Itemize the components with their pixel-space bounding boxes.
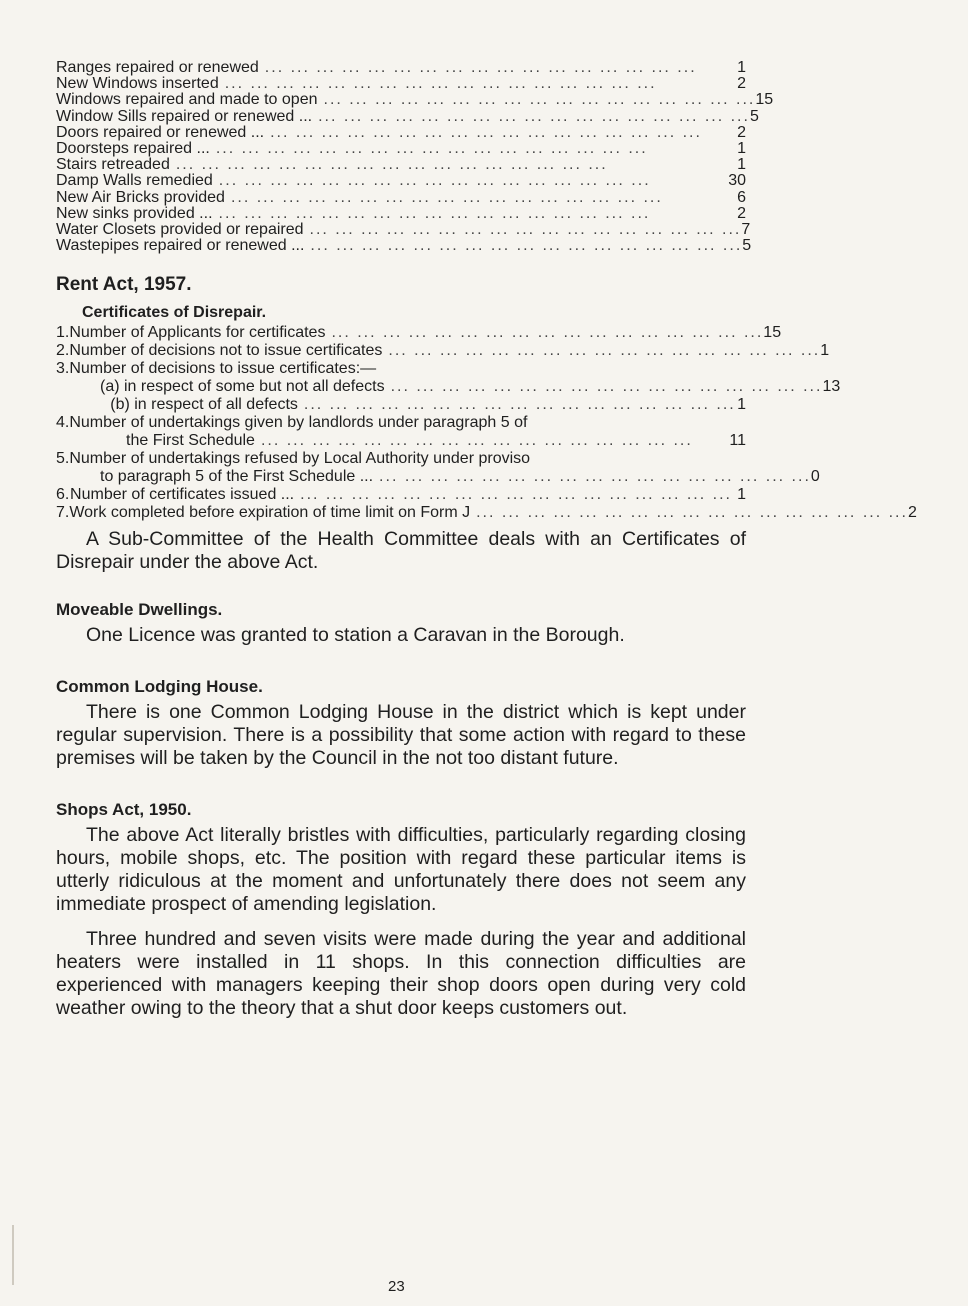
certificate-value: 1 (737, 486, 746, 504)
leader-dots: ... ... ... ... ... ... ... ... ... ... ... ... ... ... ... ... ... (303, 396, 736, 414)
leader-dots: ... ... ... ... ... ... ... ... ... ... ... ... ... ... ... ... ... (379, 468, 811, 486)
certificate-row (56, 396, 746, 414)
leader-dots: ... ... ... ... ... ... ... ... ... ... ... ... ... ... ... ... ... (260, 432, 693, 450)
leader-dots: ... ... ... ... ... ... ... ... ... ... ... ... ... ... ... ... ... (476, 504, 908, 522)
certificates-list (56, 324, 917, 522)
certificate-value: 1 (820, 342, 830, 360)
certificate-value: 11 (729, 432, 746, 450)
certificate-value: 15 (763, 324, 782, 342)
certificate-value: 2 (907, 504, 917, 522)
leader-dots: ... ... ... ... ... ... ... ... ... ... ... ... ... ... ... ... ... (230, 188, 663, 206)
certificate-row (56, 468, 820, 486)
certificate-row (56, 504, 917, 522)
repair-value: 2 (737, 75, 746, 93)
margin-line (12, 1225, 14, 1285)
repair-label: Damp Walls remedied (56, 172, 213, 190)
leader-dots: ... ... ... ... ... ... ... ... ... ... ... ... ... ... ... ... ... (270, 123, 702, 141)
repair-value: 15 (755, 91, 774, 109)
certificate-label: Number of undertakings refused by Local Authority under proviso (69, 450, 531, 468)
moveable-dwellings-title: Moveable Dwellings. (56, 600, 223, 620)
repair-value: 1 (737, 59, 746, 76)
item-number: 6. (56, 486, 70, 504)
repair-row (56, 237, 752, 255)
leader-dots: ... ... ... ... ... ... ... ... ... ... ... ... ... ... ... ... ... (218, 204, 651, 222)
repair-value: 7 (741, 221, 751, 239)
repair-label: New Air Bricks provided (56, 188, 225, 206)
lodging-house-text: There is one Common Lodging House in the district which is kept under regular supervision. There is a possibility that some action with regard to these premises will be taken by the Council in the not too distant future. (56, 701, 746, 770)
shops-act-paragraph-2: Three hundred and seven visits were made during the year and additional heaters were installed in 11 shops. In this connection difficulties are experienced with managers keeping their shop doors open during very cold weather owing to the theory that a shut door keeps customers out. (56, 928, 746, 1020)
leader-dots: ... ... ... ... ... ... ... ... ... ... ... ... ... ... ... ... ... (224, 75, 657, 93)
certificate-label: to paragraph 5 of the First Schedule ... (100, 468, 374, 486)
repair-row (56, 221, 751, 239)
sub-committee-note: A Sub-Committee of the Health Committee deals with an Certificates of Disrepair under the above Act. (56, 528, 746, 574)
certificate-label: (a) in respect of some but not all defects (100, 378, 385, 396)
certificate-label: Number of undertakings given by landlords under paragraph 5 of (69, 414, 528, 432)
repair-label: Doors repaired or renewed ... (56, 123, 265, 141)
repair-row (56, 173, 746, 189)
repair-row (56, 206, 746, 222)
repair-label: Ranges repaired or renewed (56, 59, 259, 76)
leader-dots: ... ... ... ... ... ... ... ... ... ... ... ... ... ... ... ... ... (215, 140, 648, 158)
certificate-label: Number of certificates issued ... (70, 486, 295, 504)
repair-value: 30 (728, 172, 746, 190)
certificate-row (56, 450, 746, 468)
repair-label: New sinks provided ... (56, 204, 213, 222)
certificate-label: Number of decisions to issue certificates:— (69, 360, 377, 378)
repair-value: 5 (742, 237, 752, 255)
shops-act-paragraph-1: The above Act literally bristles with difficulties, particularly regarding closing hours, mobile shops, etc. The position with regard these particular items is utterly ridiculous at the moment and unfortunately there does not seem any immediate prospect of amending legislation. (56, 824, 746, 916)
repair-value: 6 (737, 188, 746, 206)
certificate-label: Work completed before expiration of time limit on Form J (69, 504, 471, 522)
repair-value: 5 (749, 107, 759, 125)
item-number: 1. (56, 324, 70, 342)
repairs-list (56, 59, 774, 255)
certificate-value: 0 (810, 468, 820, 486)
repair-label: Water Closets provided or repaired (56, 221, 304, 239)
leader-dots: ... ... ... ... ... ... ... ... ... ... ... ... ... ... ... ... ... (390, 378, 823, 396)
certificate-row (56, 378, 841, 396)
leader-dots: ... ... ... ... ... ... ... ... ... ... ... ... ... ... ... ... ... (323, 91, 756, 109)
repair-value: 2 (737, 204, 746, 222)
repair-row (56, 190, 746, 206)
item-number: 7. (56, 504, 70, 522)
shops-act-title: Shops Act, 1950. (56, 800, 192, 820)
leader-dots: ... ... ... ... ... ... ... ... ... ... ... ... ... ... ... ... ... (309, 221, 742, 239)
certificate-label: the First Schedule (126, 432, 255, 450)
repair-row (56, 107, 759, 125)
repair-label: Stairs retreaded (56, 156, 170, 174)
certificate-label: Number of decisions not to issue certificates (69, 342, 383, 360)
repair-row (56, 76, 746, 92)
repair-label: Doorsteps repaired ... (56, 140, 210, 158)
repair-label: New Windows inserted (56, 75, 219, 93)
repair-value: 1 (737, 140, 746, 158)
leader-dots: ... ... ... ... ... ... ... ... ... ... ... ... ... ... ... ... ... (175, 156, 608, 174)
certificate-row (56, 360, 746, 378)
certificate-value: 13 (822, 378, 841, 396)
item-number: 4. (56, 414, 70, 432)
leader-dots: ... ... ... ... ... ... ... ... ... ... ... ... ... ... ... ... ... (331, 324, 764, 342)
certificate-row (56, 342, 830, 360)
repair-row (56, 91, 774, 109)
certificate-label: (b) in respect of all defects (110, 396, 298, 414)
leader-dots: ... ... ... ... ... ... ... ... ... ... ... ... ... ... ... ... ... (310, 237, 743, 255)
certificates-subtitle: Certificates of Disrepair. (82, 304, 267, 322)
leader-dots: ... ... ... ... ... ... ... ... ... ... ... ... ... ... ... ... ... (318, 107, 750, 125)
leader-dots: ... ... ... ... ... ... ... ... ... ... ... ... ... ... ... ... ... (264, 59, 697, 76)
repair-label: Window Sills repaired or renewed ... (56, 107, 313, 125)
repair-label: Windows repaired and made to open (56, 91, 318, 109)
repair-row (56, 60, 746, 76)
repair-row (56, 141, 746, 157)
certificate-label: Number of Applicants for certificates (69, 324, 326, 342)
repair-row (56, 125, 746, 141)
leader-dots: ... ... ... ... ... ... ... ... ... ... ... ... ... ... ... ... ... (218, 172, 651, 190)
repair-row (56, 157, 746, 173)
certificate-row (56, 432, 746, 450)
rent-act-title: Rent Act, 1957. (56, 274, 192, 296)
lodging-house-title: Common Lodging House. (56, 677, 263, 697)
certificate-row (56, 414, 746, 432)
certificate-value: 1 (737, 396, 746, 414)
certificate-row (56, 324, 782, 342)
leader-dots: ... ... ... ... ... ... ... ... ... ... ... ... ... ... ... ... ... (300, 486, 732, 504)
item-number: 3. (56, 360, 70, 378)
repair-value: 1 (737, 156, 746, 174)
moveable-dwellings-text: One Licence was granted to station a Caravan in the Borough. (86, 624, 625, 647)
certificate-row (56, 486, 746, 504)
page-number: 23 (388, 1278, 405, 1295)
repair-value: 2 (737, 123, 746, 141)
leader-dots: ... ... ... ... ... ... ... ... ... ... ... ... ... ... ... ... ... (388, 342, 821, 360)
page-content (56, 59, 917, 1020)
item-number: 5. (56, 450, 70, 468)
item-number: 2. (56, 342, 70, 360)
repair-label: Wastepipes repaired or renewed ... (56, 237, 305, 255)
